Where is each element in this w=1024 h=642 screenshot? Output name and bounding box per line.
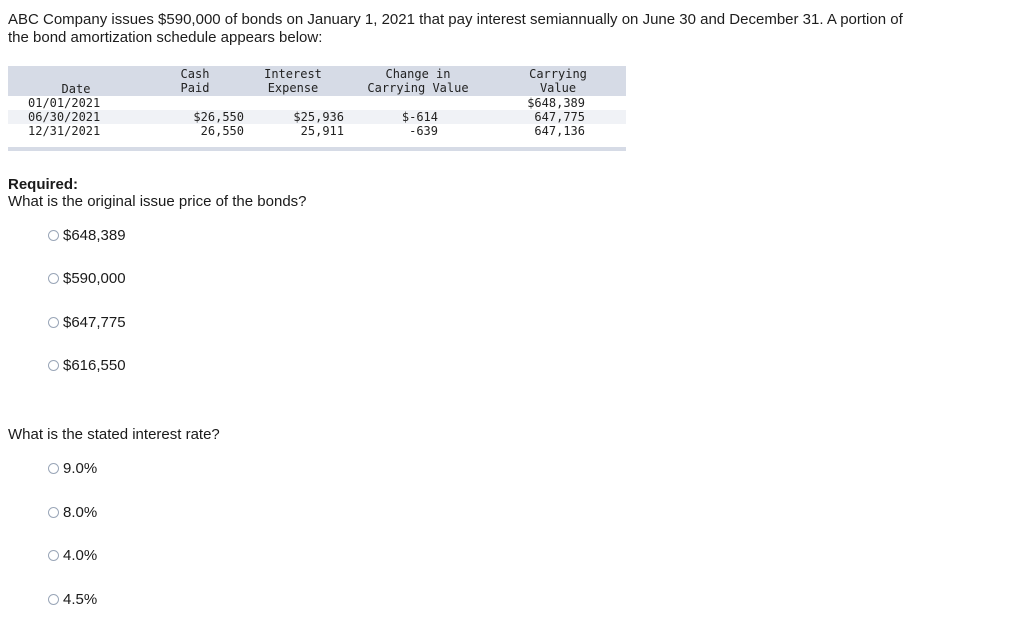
option-stated-rate-1[interactable] (48, 459, 97, 477)
option-label: $616,550 (63, 356, 126, 374)
row-2-cash: $26,550 (193, 110, 244, 124)
question-issue-price: What is the original issue price of the bonds? (8, 193, 307, 210)
option-label: $590,000 (63, 269, 126, 287)
option-label: 8.0% (63, 503, 98, 521)
option-issue-price-3[interactable] (48, 313, 126, 331)
radio-button[interactable] (48, 463, 59, 474)
option-stated-rate-3[interactable] (48, 546, 97, 564)
row-2-date: 06/30/2021 (28, 110, 101, 124)
option-issue-price-1[interactable] (48, 226, 126, 244)
row-2-change: $-614 (401, 110, 438, 124)
option-label: 4.0% (63, 546, 98, 564)
option-label: $648,389 (63, 226, 126, 244)
row-3-date: 12/31/2021 (28, 124, 101, 138)
question-stated-rate: What is the stated interest rate? (8, 426, 220, 443)
row-3-carrying: 647,136 (534, 124, 585, 138)
radio-button[interactable] (48, 230, 59, 241)
row-3-interest: 25,911 (300, 124, 344, 138)
radio-button[interactable] (48, 317, 59, 328)
radio-button[interactable] (48, 594, 59, 605)
radio-button[interactable] (48, 550, 59, 561)
radio-button[interactable] (48, 360, 59, 371)
header-cash-paid: Cash Paid (180, 67, 210, 95)
option-label: 9.0% (63, 459, 98, 477)
intro-line-2: the bond amortization schedule appears below: (8, 29, 323, 46)
header-date: Date (61, 82, 91, 96)
row-1-date: 01/01/2021 (28, 96, 101, 110)
option-label: 4.5% (63, 590, 98, 608)
option-stated-rate-4[interactable] (48, 590, 97, 608)
option-label: $647,775 (63, 313, 126, 331)
radio-button[interactable] (48, 507, 59, 518)
option-issue-price-2[interactable] (48, 269, 126, 287)
row-3-cash: 26,550 (200, 124, 244, 138)
row-3-change: -639 (409, 124, 438, 138)
row-2-interest: $25,936 (293, 110, 344, 124)
problem-intro (8, 11, 1008, 47)
schedule-footer-bar (8, 147, 626, 151)
row-2-carrying: 647,775 (534, 110, 585, 124)
intro-line-1: ABC Company issues $590,000 of bonds on January 1, 2021 that pay interest semiannually on June 30 and December 31. A portion of (8, 11, 903, 28)
amortization-schedule (8, 66, 626, 150)
option-stated-rate-2[interactable] (48, 503, 97, 521)
header-carrying-value: Carrying Value (529, 67, 587, 95)
row-1-carrying: $648,389 (527, 96, 585, 110)
required-label: Required: (8, 176, 79, 193)
option-issue-price-4[interactable] (48, 356, 126, 374)
header-change-carrying: Change in Carrying Value (367, 67, 469, 95)
header-interest-expense: Interest Expense (264, 67, 322, 95)
radio-button[interactable] (48, 273, 59, 284)
